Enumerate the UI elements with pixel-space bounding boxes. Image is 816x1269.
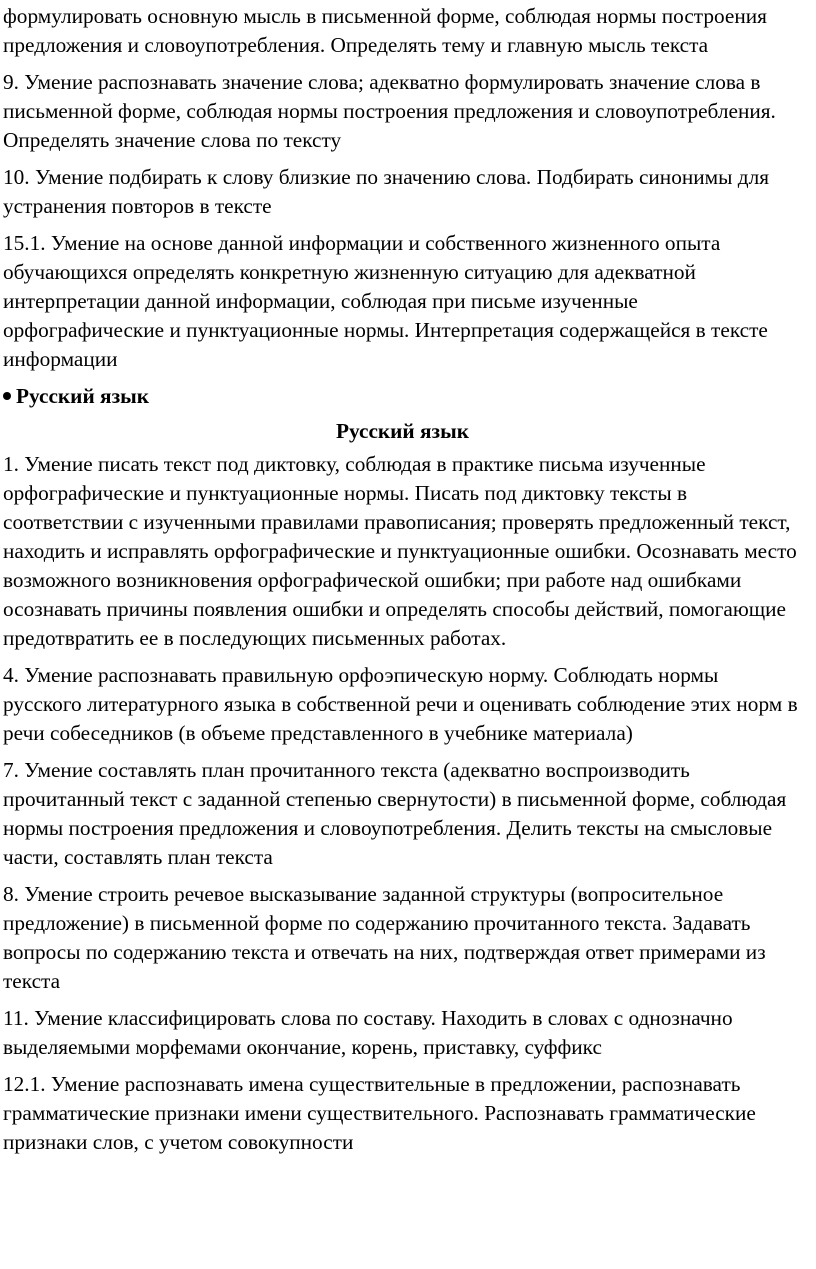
section-title: Русский язык bbox=[335, 419, 470, 443]
paragraph-item-7: 7. Умение составлять план прочитанного текста (адекватно воспроизводить прочитанный текст с заданной степенью свернутости) в письменной форме, соблюдая нормы построения предложения и словоупотребления. Делить тексты на смысловые части, составлять план текста bbox=[3, 758, 787, 869]
paragraph-item-10: 10. Умение подбирать к слову близкие по значению слова. Подбирать синонимы для устранения повторов в тексте bbox=[3, 165, 770, 218]
bullet-section-heading bbox=[3, 382, 802, 411]
paragraph-item-4: 4. Умение распознавать правильную орфоэпическую норму. Соблюдать нормы русского литературного языка в собственной речи и оценивать соблюдение этих норм в речи собеседников (в объеме представленного в учебнике материала) bbox=[3, 663, 798, 745]
paragraph-item-12-1: 12.1. Умение распознавать имена существительные в предложении, распознавать грамматические признаки имени существительного. Распознавать грамматические признаки слов, с учетом совокупности bbox=[3, 1072, 756, 1154]
paragraph-item-8: 8. Умение строить речевое высказывание заданной структуры (вопросительное предложение) в письменной форме по содержанию прочитанного текста. Задавать вопросы по содержанию текста и отвечать на них, подтверждая ответ примерами из текста bbox=[3, 882, 766, 993]
paragraph-item-9: 9. Умение распознавать значение слова; адекватно формулировать значение слова в письменной форме, соблюдая нормы построения предложения и словоупотребления. Определять значение слова по тексту bbox=[3, 70, 776, 152]
bullet-icon bbox=[3, 392, 11, 400]
paragraph-item-15-1: 15.1. Умение на основе данной информации и собственного жизненного опыта обучающихся определять конкретную жизненную ситуацию для адекватной интерпретации данной информации, соблюдая при письме изученные орфографические и пунктуационные нормы. Интерпретация содержащейся в тексте информации bbox=[3, 231, 768, 371]
bullet-heading-text: Русский язык bbox=[16, 384, 150, 408]
paragraph-item-1: 1. Умение писать текст под диктовку, соблюдая в практике письма изученные орфографические и пунктуационные нормы. Писать под диктовку тексты в соответствии с изученными правилами правописания; проверять предложенный текст, находить и исправлять орфографические и пунктуационные ошибки. Осознавать место возможного возникновения орфографической ошибки; при работе над ошибками осознавать причины появления ошибки и определять способы действий, помогающие предотвратить ее в последующих письменных работах. bbox=[3, 452, 797, 650]
paragraph-intro-continuation: формулировать основную мысль в письменной форме, соблюдая нормы построения предложения и словоупотребления. Определять тему и главную мысль текста bbox=[3, 4, 767, 57]
paragraph-item-11: 11. Умение классифицировать слова по составу. Находить в словах с однозначно выделяемыми морфемами окончание, корень, приставку, суффикс bbox=[3, 1006, 733, 1059]
